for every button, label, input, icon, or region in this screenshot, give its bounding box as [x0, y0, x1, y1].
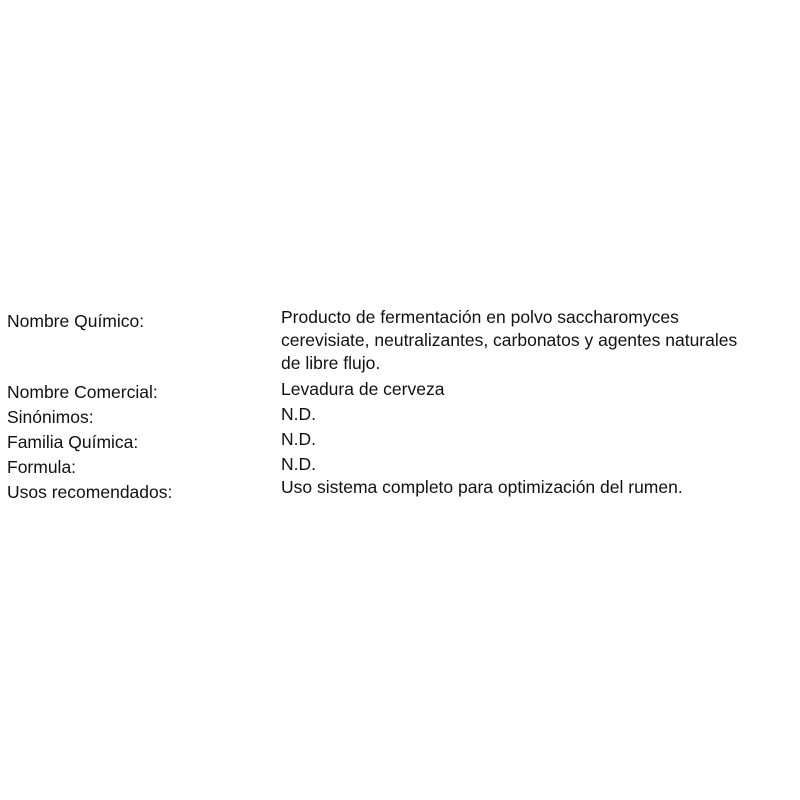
- field-value-formula: N.D.: [281, 454, 316, 474]
- field-label-nombre-quimico: Nombre Químico:: [7, 311, 145, 331]
- field-value-nombre-quimico: [281, 306, 793, 375]
- field-value-line: cerevisiate, neutralizantes, carbonatos y agentes naturales: [281, 330, 738, 350]
- field-label-formula: Formula:: [7, 457, 77, 477]
- field-value-line: de libre flujo.: [281, 353, 381, 373]
- field-value-line: Producto de fermentación en polvo saccharomyces: [281, 307, 679, 327]
- field-label-sinonimos: Sinónimos:: [7, 407, 94, 427]
- field-value-sinonimos: N.D.: [281, 404, 316, 424]
- field-label-nombre-comercial: Nombre Comercial:: [7, 382, 158, 402]
- field-value-nombre-comercial: Levadura de cerveza: [281, 379, 445, 399]
- field-label-usos-recomendados: Usos recomendados:: [7, 482, 173, 502]
- field-value-usos-recomendados: Uso sistema completo para optimización del rumen.: [281, 477, 683, 497]
- field-value-familia-quimica: N.D.: [281, 429, 316, 449]
- field-label-familia-quimica: Familia Química:: [7, 432, 139, 452]
